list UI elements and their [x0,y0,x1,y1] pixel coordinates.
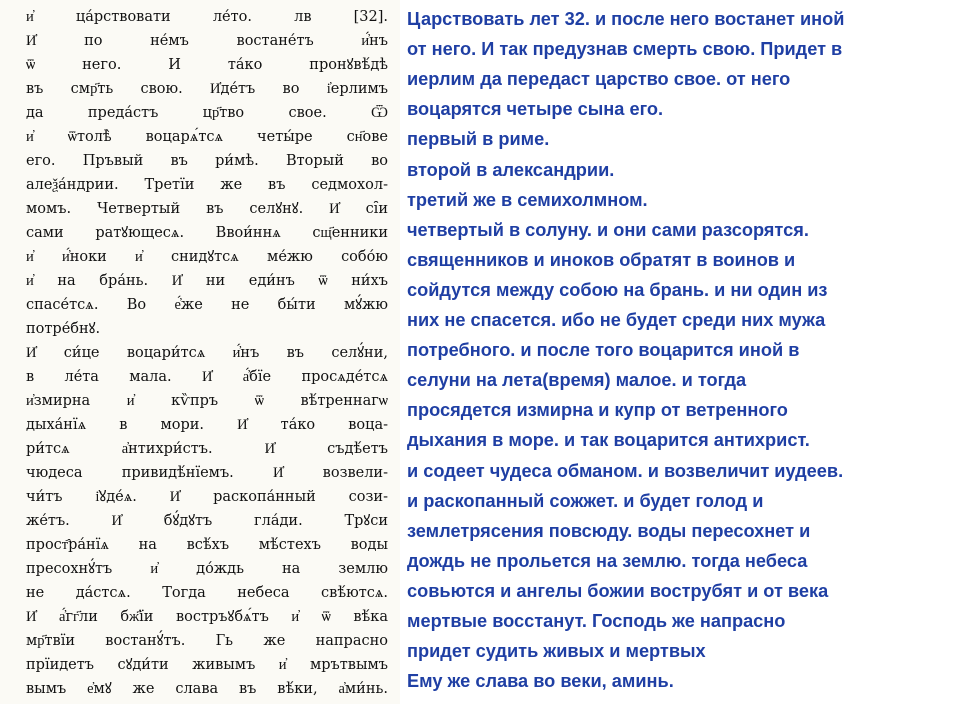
scan-line: потре́бнꙋ. [26,321,101,337]
scan-line: ри́тсѧ а҆нтихри́стъ. И҆ съдѣ́етъ [26,441,388,457]
translation-line: Царствовать лет 32. и после него востанет иной [407,9,845,29]
scan-line: не да́стсѧ. Тогда небеса свѣ́ютсѧ. [26,585,388,601]
scan-line: пресохнꙋ́тъ и҆ до́ждь на землю [26,561,388,577]
scan-line: момъ. Четвертый въ селꙋнꙋ. И҆ сі̑и [26,201,388,217]
scan-line: его. Пръвый въ ри́мѣ. Вторый во [26,153,388,169]
translation-line: сойдутся между собою на брань. и ни один из [407,279,828,300]
scan-line: прост҄ра́нїѧ на всѣ́хъ мѣ́стехъ воды [26,537,388,553]
translation-line: них не спасется. ибо не будет среди них мужа [407,310,826,330]
russian-translation-text [407,4,955,704]
scan-line: ѿ него. И та́ко пронꙋвѣ́дѣ [26,57,388,73]
translation-line: землетрясения повсюду. воды пересохнет и [407,520,811,541]
scanned-church-slavonic-text [0,0,400,704]
translation-line: воцарятся четыре сына его. [407,99,664,120]
translation-line: священников и иноков обратят в воинов и [407,249,796,270]
scan-line: дыха́нїѧ в мори. И҆ та́ко воца- [26,417,388,433]
translation-line: дождь не прольется на землю. тогда небеса [407,550,808,571]
translation-line: и содеет чудеса обманом. и возвеличит иудеев. [407,460,844,481]
scan-line: и҆змирна и҆ кѷпръ ѿ вѣ́треннагѡ [26,393,388,409]
translation-line: дыхания в море. и так воцарится антихрист. [407,430,810,451]
translation-line: Ему же слава во веки, аминь. [407,671,674,692]
translation-line: от него. И так предузнав смерть свою. Придет в [407,39,843,60]
scan-line: И҆ а҆́гг҃ли бж҃їи востръꙋбѧ́тъ и҆ ѿ вѣ́ка [26,609,388,625]
translation-line: селуни на лета(время) малое. и тогда [407,370,747,391]
scan-line: чи́тъ і҆ꙋде́ѧ. И҆ раскопа́нный сози- [26,489,388,505]
scan-line: вымъ е҆мꙋ же слава въ вѣ́ки, а҆ми́нь. [26,681,388,697]
translation-line: потребного. и после того воцарится иной в [407,340,800,361]
translation-line: мертвые восстанут. Господь же напрасно [407,611,786,631]
scan-line: мр҃твїи востанꙋ́тъ. Гь же напрасно [26,633,388,649]
scan-line: и҆ ца́рствовати ле́то. лв [32]. [26,9,388,25]
scan-line: спасе́тсѧ. Во е҆́же не бы́ти мꙋ́жю [26,297,388,313]
translation-line: и раскопанный сожжет. и будет голод и [407,490,764,511]
scan-line: и҆ и҆́ноки и҆ снидꙋтсѧ ме́жю собо́ю [26,249,388,265]
scan-line: да преда́стъ цр҃тво свое. Ѿ [26,105,388,121]
translation-line: совьются и ангелы божии вострубят и от века [407,580,829,601]
translation-line: первый в риме. [407,129,550,150]
scan-line: чюдеса привидѣ́нїемъ. И҆ возвели- [26,465,388,481]
scan-line: алеѯа́ндрии. Третїи же въ седмохол- [26,177,388,193]
scan-line: и҆ ѿтолѣ̀ воцарѧ́тсѧ четы́ре сн҃ове [26,129,388,145]
scan-line: сами ратꙋющесѧ. Ввои́ннѧ сщ҃енники [26,225,388,241]
scan-line: прїидетъ сꙋди́ти живымъ и҆ мрътвымъ [26,657,388,673]
translation-line: второй в александрии. [407,159,615,180]
scan-line: И҆ си́це воцари́тсѧ и҆́нъ въ селꙋ́ни, [26,345,388,361]
translation-line: просядется измирна и купр от ветренного [407,400,788,421]
scan-line: въ смр҃ть свою. И҆де́тъ во і҆ерлимъ [26,81,388,97]
scan-line: в ле́та мала. И҆ а҆́бїе просѧде́тсѧ [26,369,388,385]
translation-line: придет судить живых и мертвых [407,641,706,662]
translation-line: четвертый в солуну. и они сами разсорятся. [407,219,809,240]
scan-line: и҆ на бра́нь. И҆ ни еди́нъ ѿ ни́хъ [26,273,388,289]
translation-line: иерлим да передаст царство свое. от него [407,69,791,90]
scan-line: же́тъ. И҆ бꙋ́дꙋтъ гла́ди. Трꙋси [26,513,388,529]
translation-line: третий же в семихолмном. [407,189,648,210]
scan-line: И҆ по не́мъ востане́тъ и҆́нъ [26,33,388,49]
